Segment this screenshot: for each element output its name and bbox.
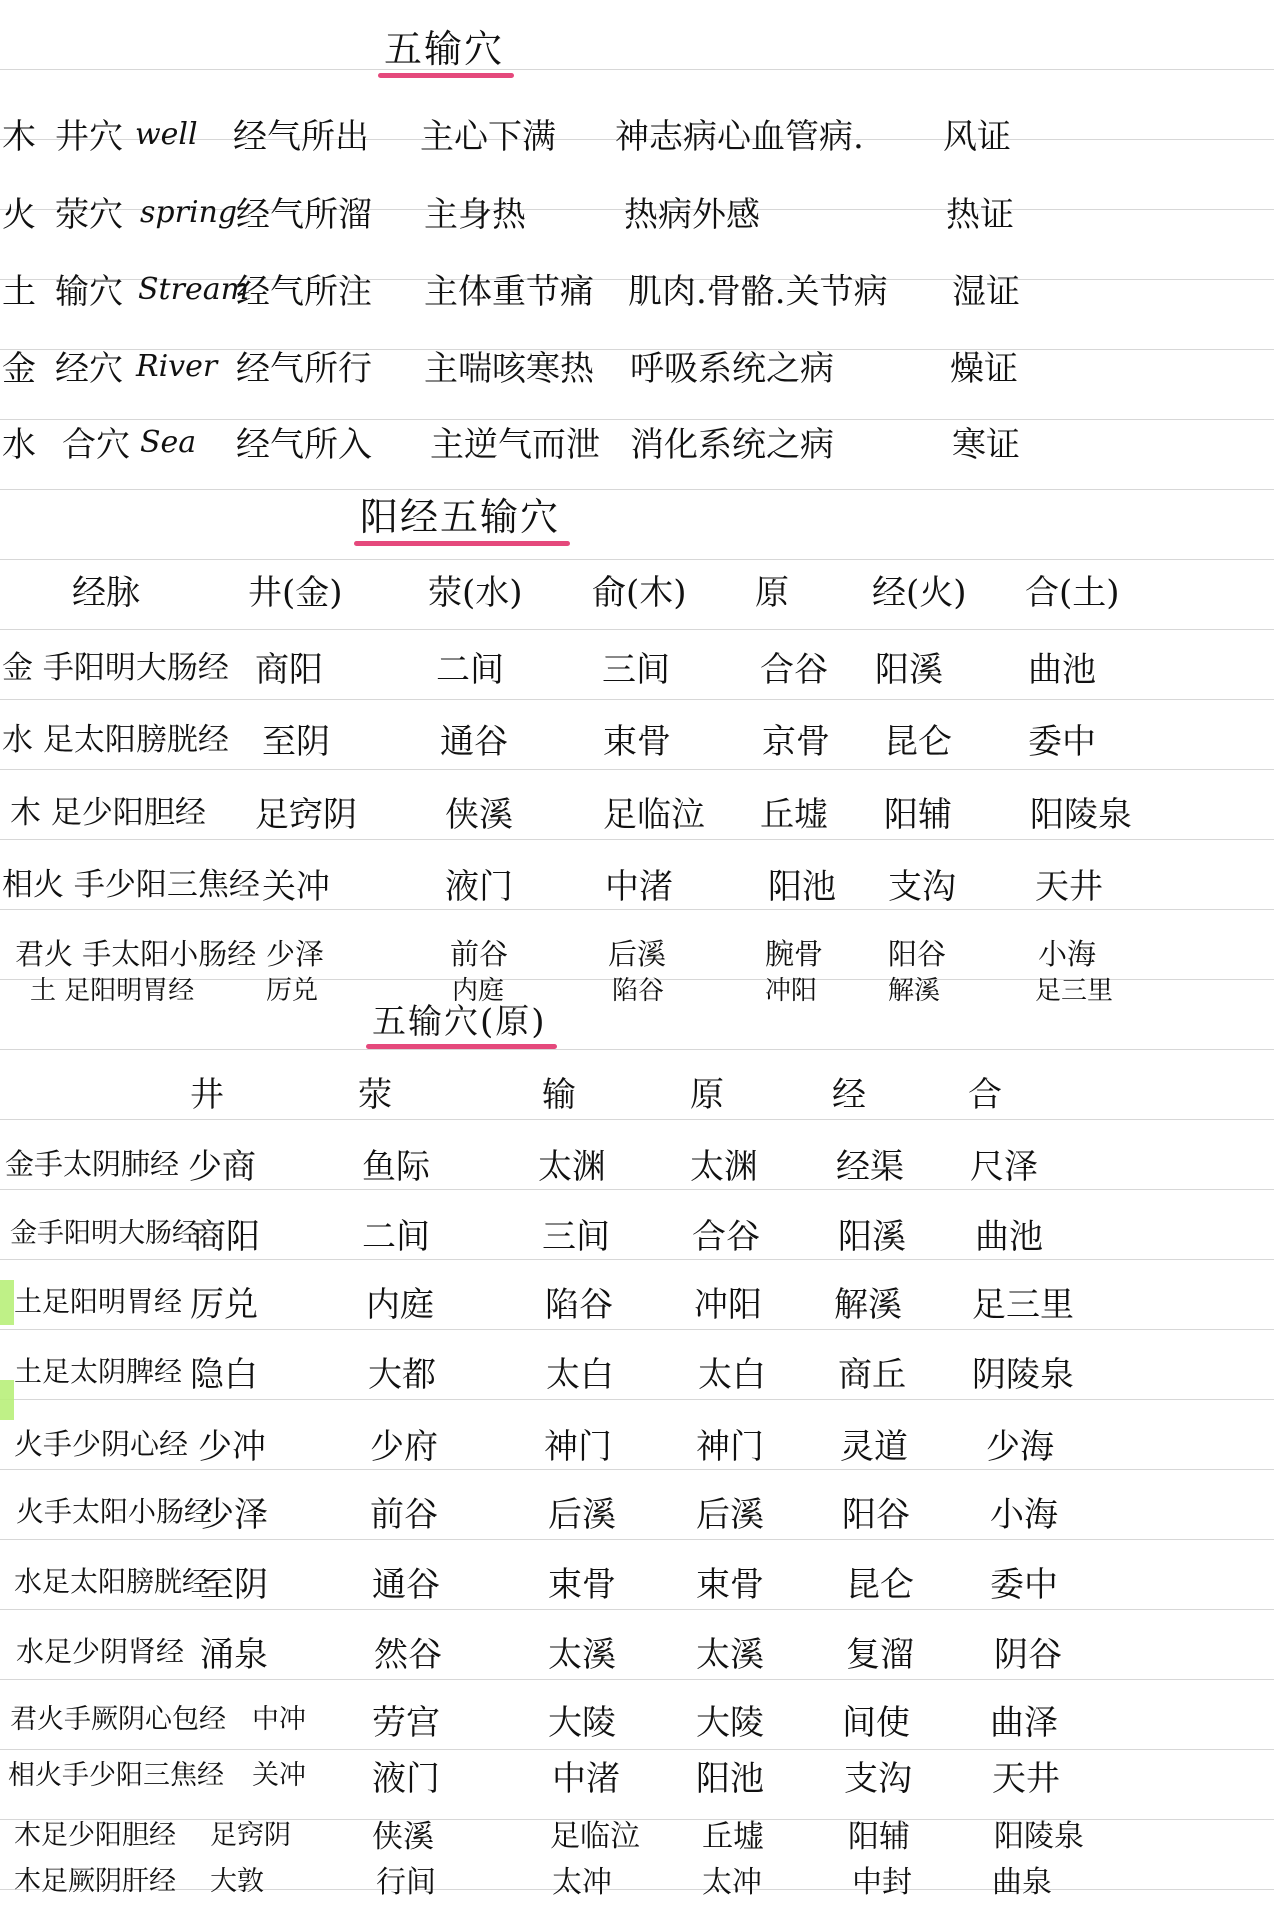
element-cell: 金: [2, 349, 36, 389]
header-cell: 原: [755, 573, 789, 613]
spring-point-cell: 液门: [445, 867, 513, 907]
stream-point-cell: 大陵: [548, 1703, 616, 1743]
meridian-cell: 木 足少阳胆经: [10, 795, 206, 831]
syndrome-cell: 寒证: [952, 425, 1020, 465]
meridian-cell: 君火手厥阴心包经: [10, 1704, 226, 1735]
table-row: [0, 110, 1274, 170]
header-cell: 原: [690, 1075, 724, 1115]
stream-point-cell: 束骨: [548, 1565, 616, 1605]
stream-point-cell: 神门: [544, 1427, 612, 1467]
well-point-cell: 商阳: [192, 1217, 260, 1257]
meridian-cell: 火手太阳小肠经: [16, 1495, 213, 1528]
point-type-cell: 经穴: [55, 349, 123, 389]
source-point-cell: 太溪: [696, 1635, 764, 1675]
indication-cell: 主逆气而泄: [430, 425, 600, 465]
well-point-cell: 隐白: [190, 1355, 258, 1395]
spring-point-cell: 液门: [372, 1759, 440, 1799]
river-point-cell: 阳谷: [842, 1495, 910, 1535]
disease-cell: 神志病心血管病.: [615, 117, 864, 157]
source-point-cell: 合谷: [692, 1217, 760, 1257]
well-point-cell: 足窍阴: [255, 795, 357, 835]
table-row: [0, 1278, 1274, 1338]
stream-point-cell: 太溪: [548, 1635, 616, 1675]
syndrome-cell: 风证: [943, 117, 1011, 157]
well-point-cell: 至阴: [262, 722, 330, 762]
sea-point-cell: 少海: [986, 1427, 1054, 1467]
sea-point-cell: 小海: [990, 1495, 1058, 1535]
river-point-cell: 灵道: [840, 1427, 908, 1467]
source-point-cell: 冲阳: [694, 1285, 762, 1325]
english-name-cell: Stream: [138, 272, 250, 307]
english-name-cell: River: [136, 349, 218, 384]
element-cell: 土: [2, 272, 36, 312]
disease-cell: 肌肉.骨骼.关节病: [628, 272, 888, 312]
table-row: [0, 342, 1274, 402]
well-point-cell: 少商: [188, 1147, 256, 1187]
qi-cell: 经气所行: [236, 349, 372, 389]
point-type-cell: 输穴: [55, 272, 123, 312]
spring-point-cell: 行间: [376, 1865, 436, 1900]
table-header: [0, 1068, 1274, 1128]
spring-point-cell: 二间: [362, 1217, 430, 1257]
meridian-cell: 木足少阳胆经: [14, 1820, 176, 1851]
stream-point-cell: 三间: [542, 1217, 610, 1257]
meridian-cell: 水足少阴肾经: [16, 1635, 185, 1668]
table-row: [0, 1558, 1274, 1618]
meridian-cell: 水足太阳膀胱经: [14, 1565, 211, 1598]
sea-point-cell: 足三里: [972, 1285, 1074, 1325]
river-point-cell: 解溪: [834, 1285, 902, 1325]
header-cell: 输: [542, 1075, 576, 1115]
syndrome-cell: 热证: [946, 195, 1014, 235]
point-type-cell: 荥穴: [55, 195, 123, 235]
spring-point-cell: 侠溪: [372, 1819, 434, 1855]
well-point-cell: 商阳: [255, 650, 323, 690]
header-cell: 荥: [358, 1075, 392, 1115]
table-row: [0, 418, 1274, 478]
source-point-cell: 太渊: [690, 1147, 758, 1187]
table-row: [0, 1210, 1274, 1270]
table-row: [0, 643, 1274, 703]
source-point-cell: 合谷: [760, 650, 828, 690]
english-name-cell: spring: [140, 195, 238, 230]
source-point-cell: 腕骨: [765, 937, 824, 971]
well-point-cell: 大敦: [210, 1866, 264, 1897]
sea-point-cell: 阳陵泉: [994, 1819, 1084, 1854]
meridian-cell: 君火 手太阳小肠经: [15, 937, 257, 971]
spring-point-cell: 前谷: [370, 1495, 438, 1535]
meridian-cell: 水 足太阳膀胱经: [2, 722, 229, 758]
source-point-cell: 冲阳: [765, 976, 818, 1006]
river-point-cell: 间使: [842, 1703, 910, 1743]
sea-point-cell: 曲池: [975, 1217, 1043, 1257]
table-row: [0, 1348, 1274, 1408]
river-point-cell: 阳辅: [884, 795, 952, 835]
element-cell: 火: [2, 195, 36, 235]
spring-point-cell: 二间: [436, 650, 504, 690]
table-row: [0, 860, 1274, 920]
river-point-cell: 支沟: [888, 867, 956, 907]
meridian-cell: 土 足阳明胃经: [30, 976, 195, 1006]
sea-point-cell: 天井: [992, 1759, 1060, 1799]
river-point-cell: 阳辅: [848, 1819, 910, 1855]
sea-point-cell: 足三里: [1035, 976, 1114, 1006]
qi-cell: 经气所入: [236, 425, 372, 465]
indication-cell: 主体重节痛: [424, 272, 594, 312]
sea-point-cell: 委中: [990, 1565, 1058, 1605]
table-row: [0, 1752, 1274, 1812]
spring-point-cell: 侠溪: [445, 795, 513, 835]
sea-point-cell: 曲泉: [992, 1865, 1052, 1900]
stream-point-cell: 后溪: [548, 1495, 616, 1535]
spring-point-cell: 鱼际: [362, 1147, 430, 1187]
sea-point-cell: 委中: [1028, 722, 1096, 762]
stream-point-cell: 中渚: [552, 1759, 620, 1799]
river-point-cell: 阳溪: [838, 1217, 906, 1257]
well-point-cell: 厉兑: [190, 1285, 258, 1325]
header-cell: 井: [190, 1075, 224, 1115]
sea-point-cell: 天井: [1035, 867, 1103, 907]
spring-point-cell: 少府: [370, 1427, 438, 1467]
header-cell: 荥(水): [428, 573, 523, 613]
stream-point-cell: 足临泣: [603, 795, 705, 835]
indication-cell: 主身热: [424, 195, 526, 235]
section-title: 五输穴(原): [372, 1005, 547, 1045]
english-name-cell: Sea: [140, 425, 197, 460]
well-point-cell: 至阴: [200, 1565, 268, 1605]
well-point-cell: 足窍阴: [210, 1820, 291, 1851]
sea-point-cell: 阴陵泉: [972, 1355, 1074, 1395]
table-row: [0, 188, 1274, 248]
meridian-cell: 土足阳明胃经: [14, 1285, 183, 1318]
header-cell: 俞(木): [592, 573, 687, 613]
stream-point-cell: 束骨: [603, 722, 671, 762]
spring-point-cell: 大都: [368, 1355, 436, 1395]
section-title: 阳经五输穴: [360, 498, 560, 542]
stream-point-cell: 三间: [602, 650, 670, 690]
table-row: [0, 968, 1274, 1028]
source-point-cell: 太冲: [702, 1865, 762, 1900]
stream-point-cell: 中渚: [605, 867, 673, 907]
well-point-cell: 厉兑: [266, 976, 319, 1006]
well-point-cell: 涌泉: [200, 1635, 268, 1675]
qi-cell: 经气所溜: [236, 195, 372, 235]
english-name-cell: well: [135, 117, 198, 152]
meridian-cell: 金手太阴肺经: [5, 1147, 180, 1181]
disease-cell: 消化系统之病: [630, 425, 834, 465]
element-cell: 木: [2, 117, 36, 157]
sea-point-cell: 小海: [1038, 937, 1097, 971]
header-cell: 井(金): [248, 573, 343, 613]
source-point-cell: 太白: [698, 1355, 766, 1395]
table-header: [0, 566, 1274, 626]
source-point-cell: 京骨: [762, 722, 830, 762]
header-cell: 经脉: [72, 573, 140, 613]
table-row: [0, 1696, 1274, 1756]
well-point-cell: 少泽: [266, 937, 325, 971]
well-point-cell: 少冲: [198, 1427, 266, 1467]
source-point-cell: 阳池: [696, 1759, 764, 1799]
table-row: [0, 1420, 1274, 1480]
element-cell: 水: [2, 425, 36, 465]
river-point-cell: 复溜: [846, 1635, 914, 1675]
point-type-cell: 井穴: [55, 117, 123, 157]
header-cell: 经: [832, 1075, 866, 1115]
spring-point-cell: 前谷: [450, 937, 509, 971]
meridian-cell: 金 手阳明大肠经: [2, 650, 229, 686]
river-point-cell: 支沟: [844, 1759, 912, 1799]
meridian-cell: 金手阳明大肠经: [10, 1218, 199, 1249]
source-point-cell: 后溪: [696, 1495, 764, 1535]
point-type-cell: 合穴: [62, 425, 130, 465]
well-point-cell: 关冲: [262, 867, 330, 907]
spring-point-cell: 然谷: [374, 1635, 442, 1675]
table-row: [0, 265, 1274, 325]
source-point-cell: 丘墟: [760, 795, 828, 835]
section-title: 五输穴: [384, 30, 504, 74]
river-point-cell: 阳溪: [875, 650, 943, 690]
meridian-cell: 火手少阴心经: [14, 1427, 189, 1461]
header-cell: 合: [968, 1075, 1002, 1115]
spring-point-cell: 劳宫: [372, 1703, 440, 1743]
stream-point-cell: 太白: [546, 1355, 614, 1395]
source-point-cell: 丘墟: [702, 1819, 764, 1855]
qi-cell: 经气所出: [233, 117, 369, 157]
stream-point-cell: 太渊: [538, 1147, 606, 1187]
river-point-cell: 阳谷: [888, 937, 947, 971]
header-cell: 经(火): [872, 573, 967, 613]
table-row: [0, 1858, 1274, 1918]
spring-point-cell: 内庭: [366, 1285, 434, 1325]
well-point-cell: 关冲: [252, 1760, 306, 1791]
sea-point-cell: 曲泽: [990, 1703, 1058, 1743]
qi-cell: 经气所注: [236, 272, 372, 312]
table-row: [0, 1140, 1274, 1200]
source-point-cell: 束骨: [696, 1565, 764, 1605]
table-row: [0, 715, 1274, 775]
table-row: [0, 1488, 1274, 1548]
source-point-cell: 阳池: [768, 867, 836, 907]
sea-point-cell: 曲池: [1028, 650, 1096, 690]
river-point-cell: 昆仑: [884, 722, 952, 762]
header-cell: 合(土): [1025, 573, 1120, 613]
spring-point-cell: 通谷: [440, 722, 508, 762]
syndrome-cell: 湿证: [952, 272, 1020, 312]
river-point-cell: 经渠: [836, 1147, 904, 1187]
stream-point-cell: 太冲: [552, 1865, 612, 1900]
meridian-cell: 相火 手少阳三焦经: [2, 867, 260, 903]
meridian-cell: 相火手少阳三焦经: [8, 1760, 224, 1791]
source-point-cell: 大陵: [696, 1703, 764, 1743]
river-point-cell: 中封: [852, 1865, 912, 1900]
stream-point-cell: 后溪: [608, 937, 667, 971]
indication-cell: 主喘咳寒热: [424, 349, 594, 389]
table-row: [0, 1628, 1274, 1688]
meridian-cell: 木足厥阴肝经: [14, 1866, 176, 1897]
well-point-cell: 中冲: [252, 1704, 306, 1735]
table-row: [0, 788, 1274, 848]
disease-cell: 热病外感: [624, 195, 760, 235]
meridian-cell: 土足太阴脾经: [14, 1355, 183, 1388]
river-point-cell: 昆仑: [846, 1565, 914, 1605]
stream-point-cell: 陷谷: [612, 976, 665, 1006]
river-point-cell: 解溪: [888, 976, 941, 1006]
source-point-cell: 神门: [696, 1427, 764, 1467]
stream-point-cell: 陷谷: [545, 1285, 613, 1325]
river-point-cell: 商丘: [838, 1355, 906, 1395]
spring-point-cell: 通谷: [372, 1565, 440, 1605]
sea-point-cell: 阳陵泉: [1030, 795, 1132, 835]
sea-point-cell: 尺泽: [970, 1147, 1038, 1187]
well-point-cell: 少泽: [200, 1495, 268, 1535]
indication-cell: 主心下满: [420, 117, 556, 157]
syndrome-cell: 燥证: [950, 349, 1018, 389]
spring-point-cell: 内庭: [452, 976, 505, 1006]
stream-point-cell: 足临泣: [550, 1819, 640, 1854]
sea-point-cell: 阴谷: [994, 1635, 1062, 1675]
disease-cell: 呼吸系统之病: [630, 349, 834, 389]
